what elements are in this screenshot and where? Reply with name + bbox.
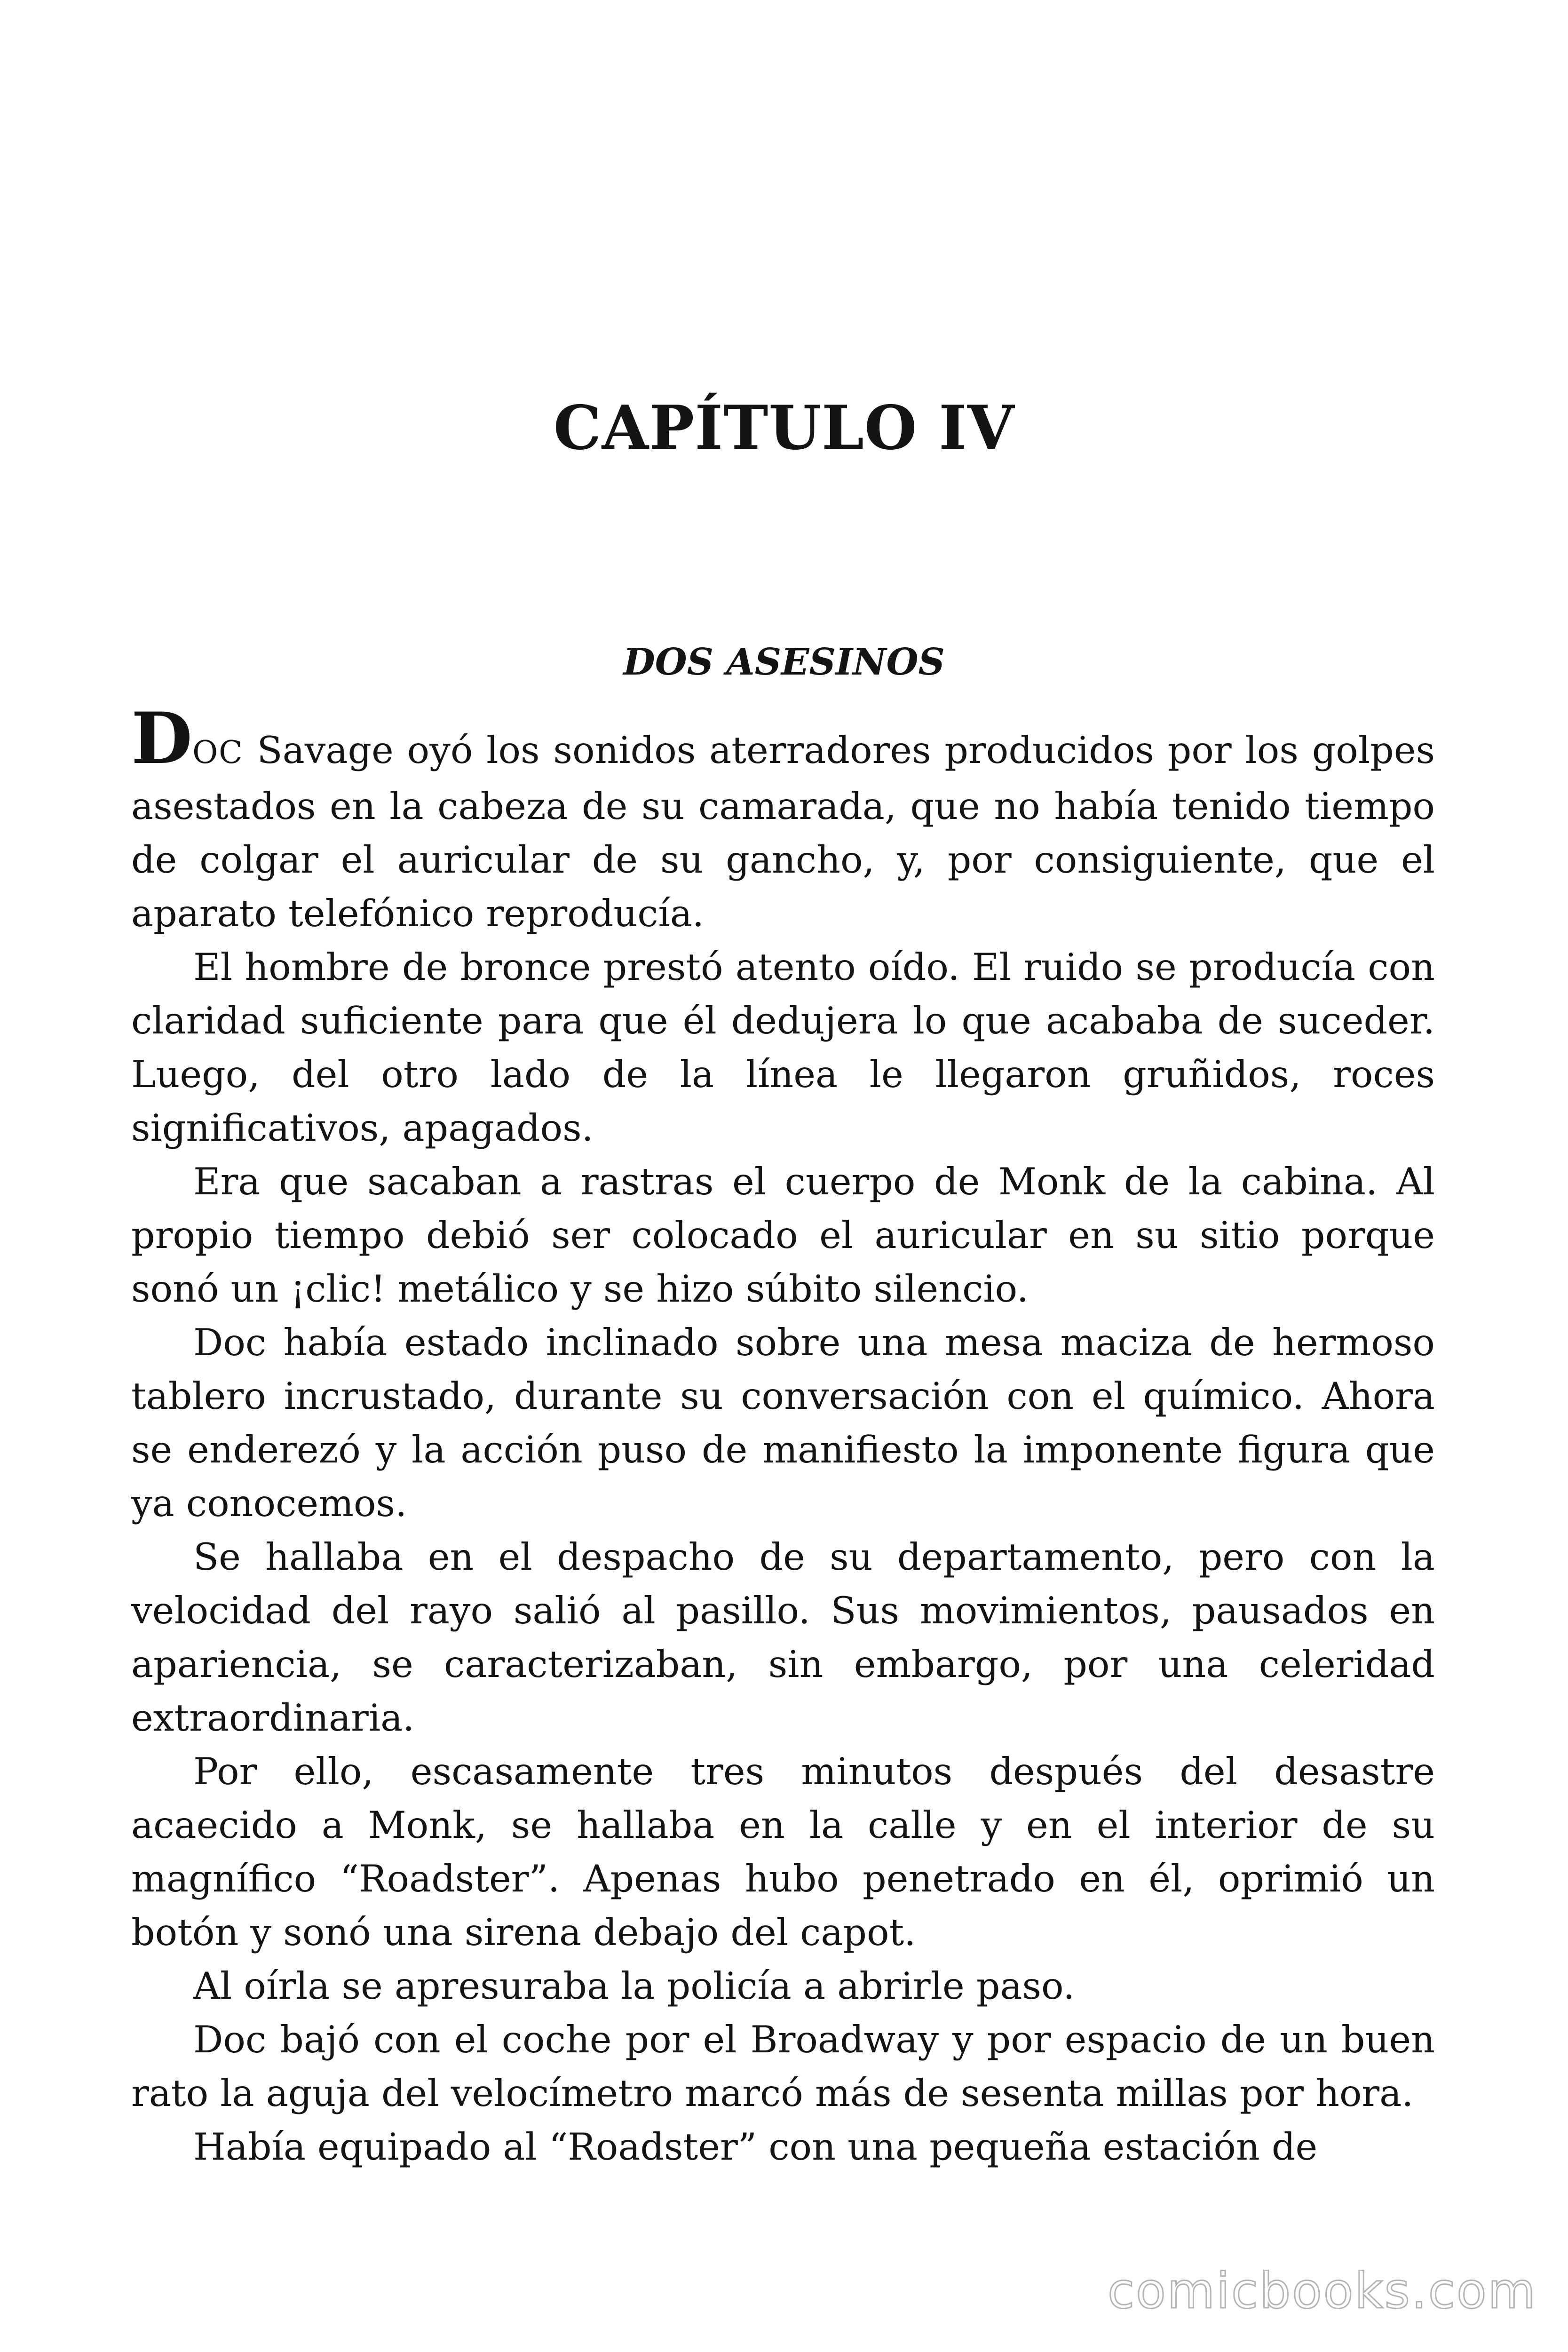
watermark: comicbooks.com — [1107, 2262, 1537, 2320]
paragraph-1-text: Savage oyó los sonidos aterradores producidos por los golpes asestados en la cabeza de su camarada, que no había tenido tiempo de colgar el auricular de su gancho, y, por consiguiente, que el aparato telefónico reproducía. — [131, 729, 1435, 935]
paragraph-3: Era que sacaban a rastras el cuerpo de Monk de la cabina. Al propio tiempo debió ser colocado el auricular en su sitio porque sonó un ¡clic! metálico y se hizo súbito silencio. — [131, 1160, 1435, 1311]
paragraph-2: El hombre de bronce prestó atento oído. El ruido se producía con claridad suficiente para que él dedujera lo que acababa de suceder. Luego, del otro lado de la línea le llegaron gruñidos, roces significativos, apagados. — [131, 946, 1435, 1150]
paragraph-7: Al oírla se apresuraba la policía a abrirle paso. — [193, 1964, 1075, 2008]
paragraph-8: Doc bajó con el coche por el Broadway y por espacio de un buen rato la aguja del velocímetro marcó más de sesenta millas por hora. — [131, 2018, 1435, 2115]
paragraph-4: Doc había estado inclinado sobre una mesa maciza de hermoso tablero incrustado, durante su conversación con el químico. Ahora se enderezó y la acción puso de manifiesto la imponente figura que ya conocemos. — [131, 1321, 1435, 1525]
chapter-title: CAPÍTULO IV — [553, 393, 1015, 463]
chapter-body — [131, 697, 1435, 2174]
lead-small-caps: OC — [192, 734, 244, 771]
paragraph-1 — [131, 697, 1435, 940]
paragraph-5: Se hallaba en el despacho de su departamento, pero con la velocidad del rayo salió al pasillo. Sus movimientos, pausados en apariencia, se caracterizaban, sin embargo, por una celeridad extraordinaria. — [131, 1535, 1435, 1740]
paragraph-9: Había equipado al “Roadster” con una pequeña estación de — [193, 2125, 1318, 2169]
drop-cap: D — [131, 697, 193, 780]
paragraph-6: Por ello, escasamente tres minutos después del desastre acaecido a Monk, se hallaba en la calle y en el interior de su magnífico “Roadster”. Apenas hubo penetrado en él, oprimió un botón y sonó una sirena debajo del capot. — [131, 1750, 1435, 1954]
chapter-subtitle: DOS ASESINOS — [623, 641, 945, 683]
